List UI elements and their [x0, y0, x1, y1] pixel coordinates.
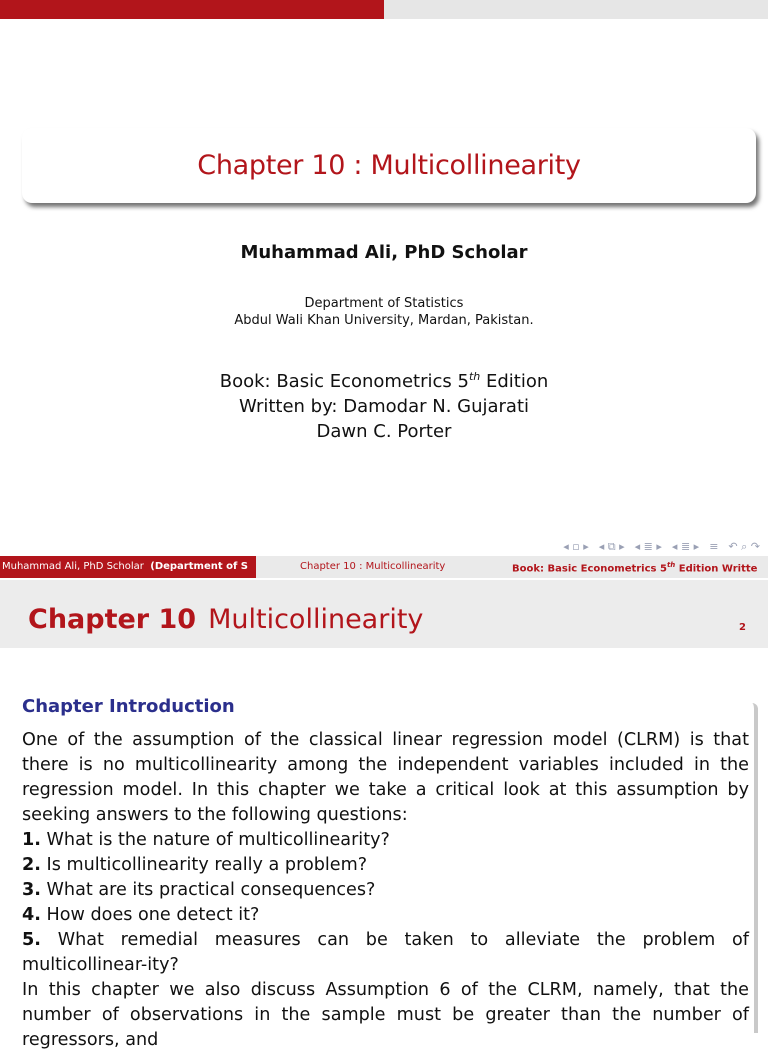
- beamer-nav-symbols: [563, 540, 760, 554]
- footer-book-sup: th: [666, 561, 676, 569]
- coauthor: Dawn C. Porter: [316, 421, 452, 442]
- title-box: [22, 128, 756, 203]
- question-number: 2.: [22, 855, 41, 875]
- footer-dept: (Department of S: [150, 561, 249, 572]
- slide2-body: [0, 648, 768, 1050]
- footer-author: [0, 556, 256, 578]
- slide2-title: [28, 604, 423, 635]
- book-title-suffix: Edition: [480, 371, 549, 392]
- university: Abdul Wali Khan University, Mardan, Pakistan.: [234, 313, 534, 328]
- question-number: 4.: [22, 905, 41, 925]
- question-2: [22, 853, 749, 878]
- top-bar-red: [0, 0, 384, 19]
- block-content: [22, 728, 749, 1053]
- book-info: [0, 364, 768, 444]
- search-icon[interactable]: ↶ ⌕ ↷: [728, 540, 760, 553]
- footer-chapter: Chapter 10 : Multicollinearity: [256, 556, 512, 578]
- intro-paragraph: One of the assumption of the classical linear regression model (CLRM) is that there is no multicollinearity among the independent variables included in the regression model. In this chapter we take a critical look at this assumption by seeking answers to the following questions:: [22, 730, 749, 825]
- question-text: What are its practical consequences?: [40, 880, 376, 900]
- book-title-text: Book: Basic Econometrics 5: [219, 371, 469, 392]
- question-1: [22, 828, 749, 853]
- question-text: What remedial measures can be taken to alleviate the problem of multicollinear-ity?: [22, 930, 749, 975]
- department: Department of Statistics: [304, 296, 464, 311]
- written-by: Written by: Damodar N. Gujarati: [238, 396, 530, 417]
- frame-nav-icon[interactable]: ◂ ▫ ▸: [563, 540, 589, 553]
- question-number: 3.: [22, 880, 41, 900]
- page-number: 2: [739, 622, 746, 633]
- question-text: What is the nature of multicollinearity?: [40, 830, 390, 850]
- footer-book-text: Book: Basic Econometrics 5: [512, 563, 667, 575]
- book-title: [0, 364, 768, 394]
- footer-book: [512, 556, 768, 578]
- question-5: [22, 928, 749, 978]
- author-name: Muhammad Ali, PhD Scholar: [240, 242, 528, 263]
- subsection-nav-icon[interactable]: ◂ ⧉ ▸: [598, 540, 625, 553]
- block-title: Chapter Introduction: [22, 696, 235, 717]
- question-text: How does one detect it?: [40, 905, 260, 925]
- question-text: Is multicollinearity really a problem?: [40, 855, 368, 875]
- question-number: 1.: [22, 830, 41, 850]
- top-progress-bar: [0, 0, 768, 19]
- slide-nav-icon[interactable]: ◂ ≣ ▸: [671, 540, 700, 553]
- top-bar-gray: [384, 0, 768, 19]
- section-nav-icon[interactable]: ◂ ≣ ▸: [634, 540, 662, 553]
- footer-author-name: Muhammad Ali, PhD Scholar: [2, 561, 144, 572]
- book-edition-sup: th: [468, 370, 481, 383]
- question-number: 5.: [22, 930, 41, 950]
- slide2-header: [0, 580, 768, 648]
- footer-bar: [0, 556, 768, 578]
- question-4: [22, 903, 749, 928]
- toc-icon[interactable]: ≡: [709, 540, 719, 553]
- institution: [0, 295, 768, 329]
- closing-paragraph: In this chapter we also discuss Assumption 6 of the CLRM, namely, that the number of observations in the sample must be greater than the number of regressors, and: [22, 980, 749, 1050]
- question-3: [22, 878, 749, 903]
- chapter-name: Multicollinearity: [208, 604, 424, 635]
- chapter-label: Chapter 10: [28, 604, 197, 635]
- slide-title: Chapter 10 : Multicollinearity: [197, 150, 581, 181]
- footer-book-suffix: Edition Writte: [675, 563, 758, 575]
